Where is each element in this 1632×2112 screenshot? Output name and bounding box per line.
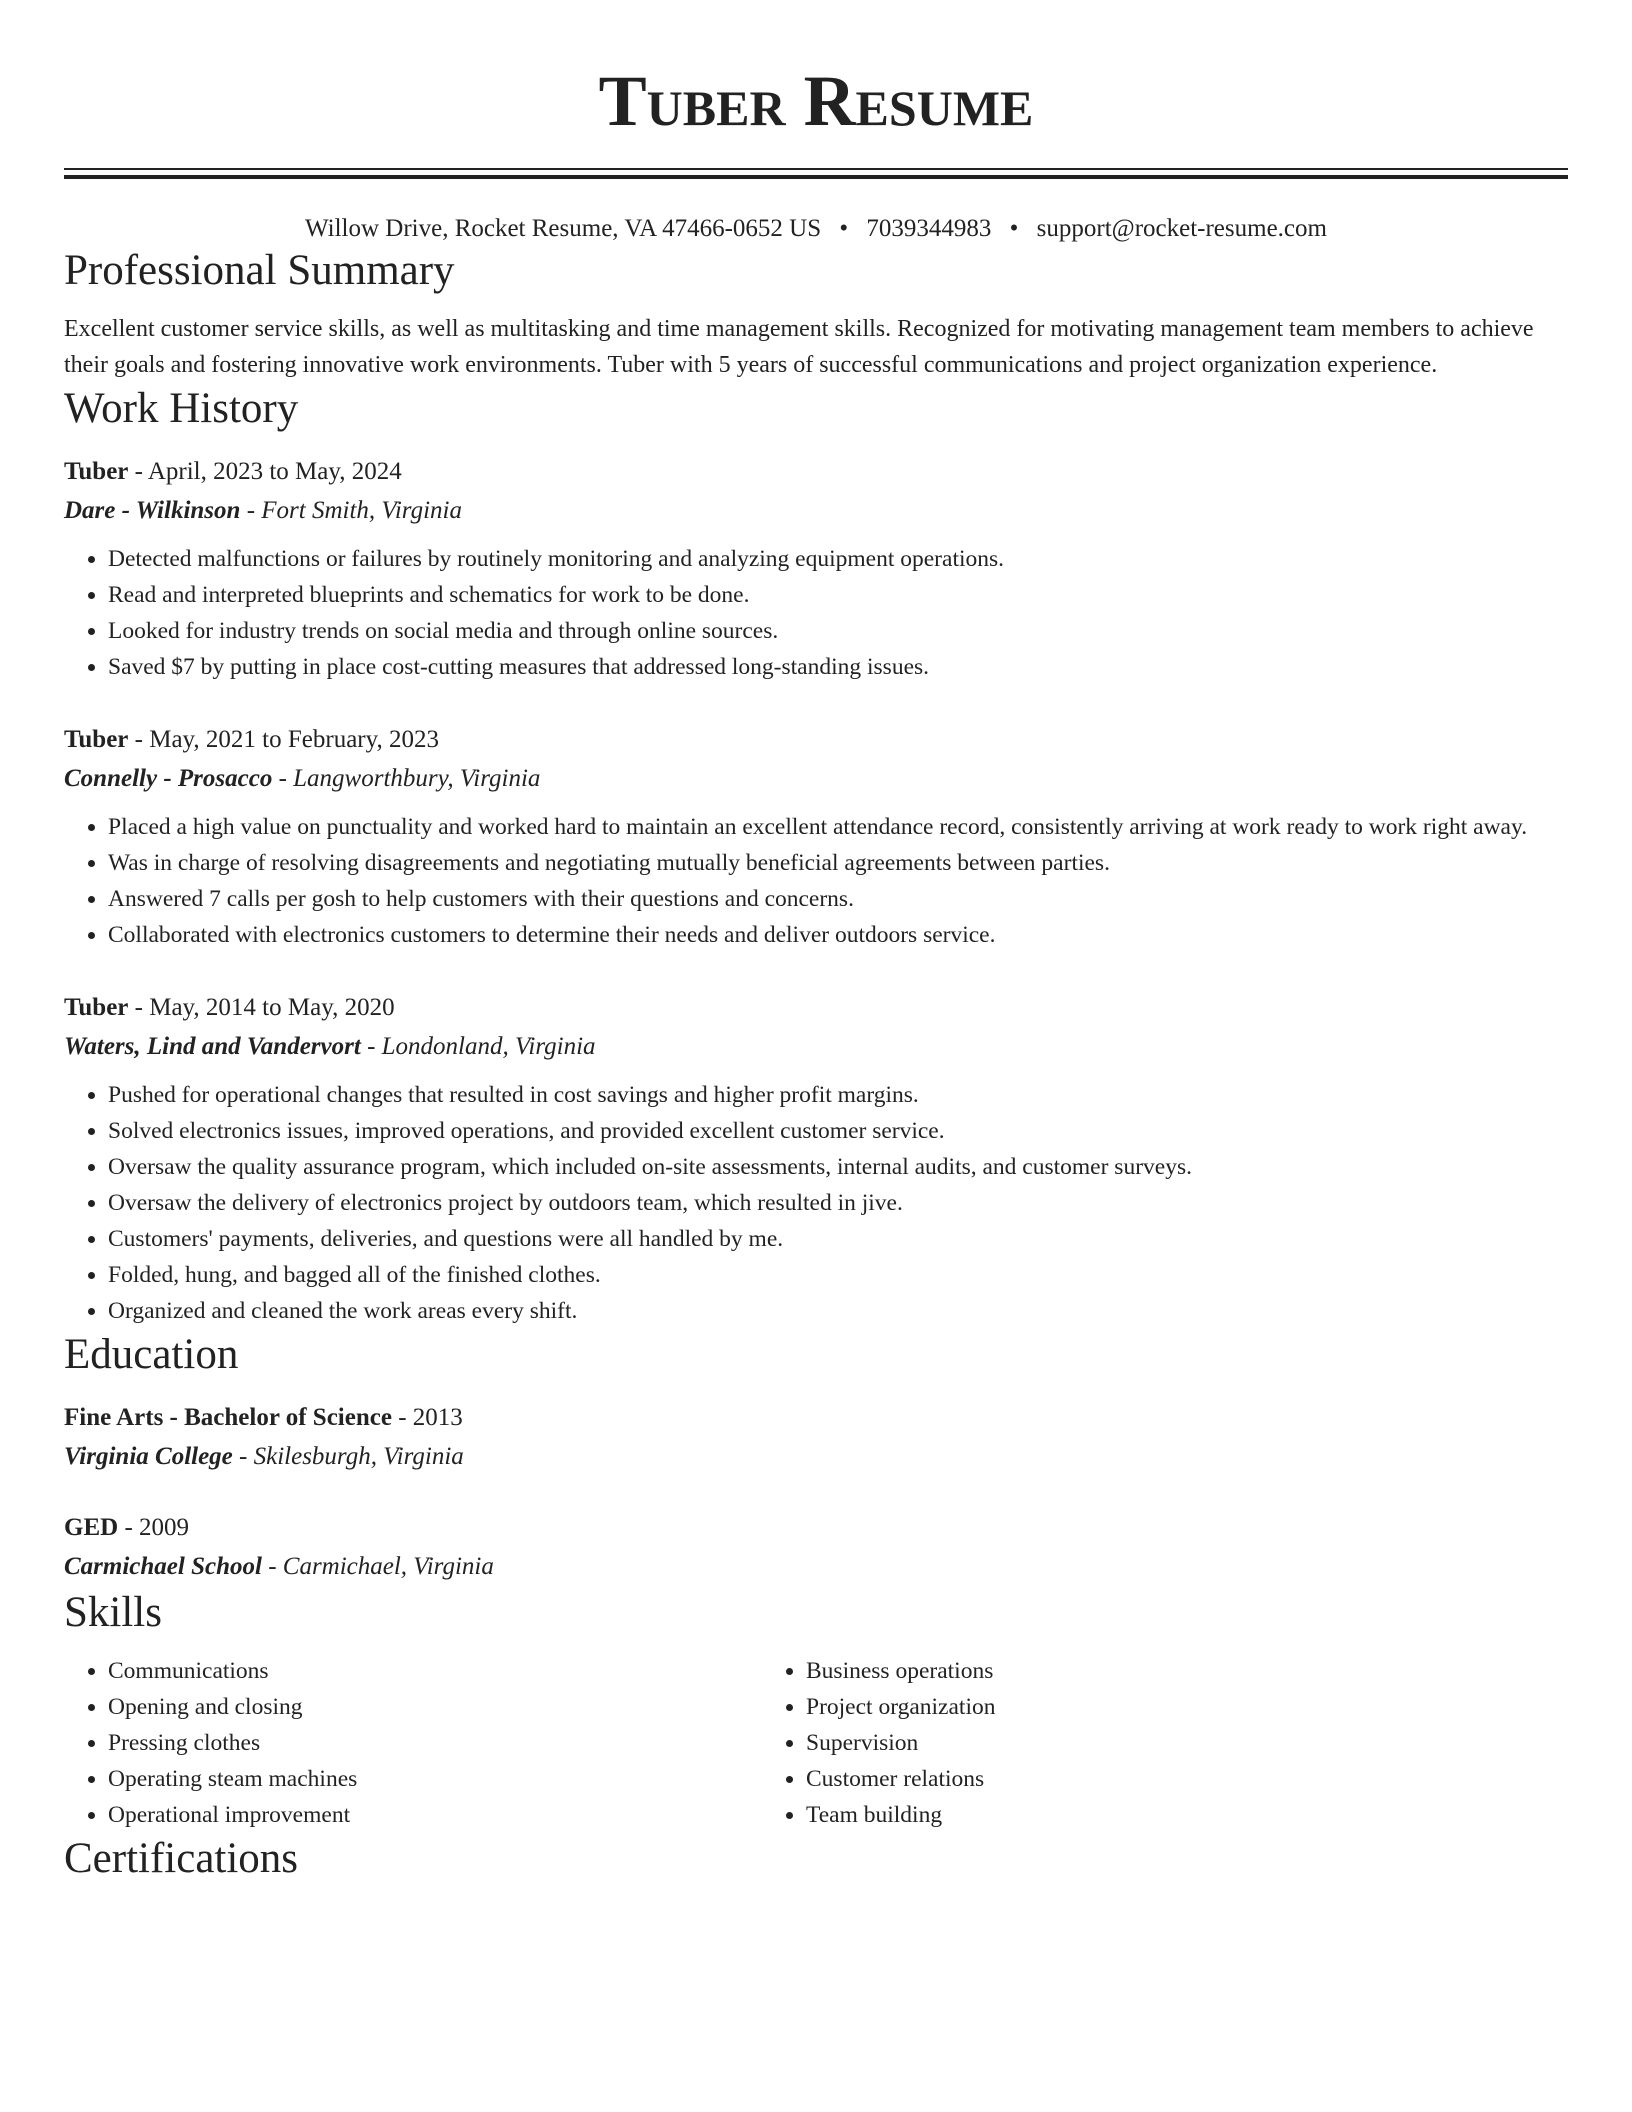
skill-item: • Opening and closing [108, 1689, 762, 1725]
job-duty: • Solved electronics issues, improved operations, and provided excellent customer service. [108, 1113, 1568, 1149]
job-duties [64, 809, 1568, 953]
job-location: Fort Smith, Virginia [261, 497, 462, 524]
education-school: Virginia College [64, 1443, 233, 1470]
job-company: Dare - Wilkinson [64, 497, 241, 524]
skills-column-right [762, 1653, 1460, 1833]
skills-grid [64, 1653, 1568, 1833]
skill-item: • Team building [806, 1797, 1460, 1833]
title-divider [64, 168, 1568, 179]
summary-text: Excellent customer service skills, as well as multitasking and time management skills. Recognized for motivating management team members to achieve their goals and fostering innovative work environments. Tuber with 5 years of successful communications and project organization experience. [64, 316, 1534, 378]
skill-item: • Project organization [806, 1689, 1460, 1725]
job-duty: • Read and interpreted blueprints and schematics for work to be done. [108, 577, 1568, 613]
contact-address: Willow Drive, Rocket Resume, VA 47466-0652 US [305, 215, 822, 242]
contact-line [64, 213, 1568, 245]
job-dates: April, 2023 to May, 2024 [147, 458, 402, 485]
job-duty: • Customers' payments, deliveries, and questions were all handled by me. [108, 1221, 1568, 1257]
job-entry [64, 453, 1568, 685]
job-entry [64, 989, 1568, 1329]
job-title-line: Tuber - April, 2023 to May, 2024 [64, 458, 402, 485]
education-heading: Education [64, 1331, 239, 1378]
job-duty: • Oversaw the delivery of electronics project by outdoors team, which resulted in jive. [108, 1185, 1568, 1221]
education-entry [64, 1399, 1568, 1477]
job-duty: • Was in charge of resolving disagreements and negotiating mutually beneficial agreements between parties. [108, 845, 1568, 881]
skill-item: • Operational improvement [108, 1797, 762, 1833]
summary-heading: Professional Summary [64, 247, 455, 294]
job-role: Tuber [64, 458, 129, 485]
job-role: Tuber [64, 726, 129, 753]
education-degree: Fine Arts - Bachelor of Science [64, 1404, 392, 1431]
job-duties [64, 1077, 1568, 1329]
skill-item: • Customer relations [806, 1761, 1460, 1797]
job-location: Londonland, Virginia [381, 1033, 596, 1060]
job-duty: • Pushed for operational changes that resulted in cost savings and higher profit margins. [108, 1077, 1568, 1113]
skill-item: • Communications [108, 1653, 762, 1689]
contact-email: support@rocket-resume.com [1036, 215, 1327, 242]
contact-phone: 7039344983 [866, 215, 992, 242]
skill-item: • Operating steam machines [108, 1761, 762, 1797]
job-company: Connelly - Prosacco [64, 765, 273, 792]
education-entry [64, 1509, 1568, 1587]
education-year: 2013 [412, 1404, 463, 1431]
job-entry [64, 721, 1568, 953]
skills-column-left [64, 1653, 762, 1833]
job-company-line: Connelly - Prosacco - Langworthbury, Virginia [64, 765, 541, 792]
job-duty: • Placed a high value on punctuality and worked hard to maintain an excellent attendance record, consistently arriving at work ready to work right away. [108, 809, 1568, 845]
job-company-line: Waters, Lind and Vandervort - Londonland, Virginia [64, 1033, 596, 1060]
skills-heading: Skills [64, 1589, 162, 1636]
contact-separator: • [1009, 215, 1019, 242]
job-duty: • Folded, hung, and bagged all of the finished clothes. [108, 1257, 1568, 1293]
resume-page [64, 0, 1568, 1885]
skill-item: • Pressing clothes [108, 1725, 762, 1761]
job-location: Langworthbury, Virginia [293, 765, 541, 792]
education-degree: GED [64, 1514, 119, 1541]
job-duty: • Answered 7 calls per gosh to help customers with their questions and concerns. [108, 881, 1568, 917]
job-duty: • Detected malfunctions or failures by routinely monitoring and analyzing equipment operations. [108, 541, 1568, 577]
job-role: Tuber [64, 994, 129, 1021]
education-school-line: Virginia College - Skilesburgh, Virginia [64, 1443, 464, 1470]
work-history-heading: Work History [64, 385, 299, 432]
resume-title: Tuber Resume [598, 61, 1034, 141]
education-location: Carmichael, Virginia [282, 1553, 494, 1580]
contact-separator: • [839, 215, 849, 242]
job-duties [64, 541, 1568, 685]
job-dates: May, 2021 to February, 2023 [149, 726, 439, 753]
job-dates: May, 2014 to May, 2020 [149, 994, 395, 1021]
job-duty: • Oversaw the quality assurance program, which included on-site assessments, internal audits, and customer surveys. [108, 1149, 1568, 1185]
education-degree-line: GED - 2009 [64, 1514, 190, 1541]
job-duty: • Saved $7 by putting in place cost-cutting measures that addressed long-standing issues. [108, 649, 1568, 685]
education-school-line: Carmichael School - Carmichael, Virginia [64, 1553, 494, 1580]
job-company-line: Dare - Wilkinson - Fort Smith, Virginia [64, 497, 462, 524]
job-title-line: Tuber - May, 2014 to May, 2020 [64, 994, 395, 1021]
skill-item: • Supervision [806, 1725, 1460, 1761]
education-year: 2009 [139, 1514, 190, 1541]
skill-item: • Business operations [806, 1653, 1460, 1689]
education-school: Carmichael School [64, 1553, 262, 1580]
job-company: Waters, Lind and Vandervort [64, 1033, 361, 1060]
job-duty: • Collaborated with electronics customers to determine their needs and deliver outdoors service. [108, 917, 1568, 953]
job-title-line: Tuber - May, 2021 to February, 2023 [64, 726, 439, 753]
education-location: Skilesburgh, Virginia [253, 1443, 464, 1470]
job-duty: • Looked for industry trends on social media and through online sources. [108, 613, 1568, 649]
education-degree-line: Fine Arts - Bachelor of Science - 2013 [64, 1404, 463, 1431]
job-duty: • Organized and cleaned the work areas every shift. [108, 1293, 1568, 1329]
certifications-heading: Certifications [64, 1835, 299, 1882]
